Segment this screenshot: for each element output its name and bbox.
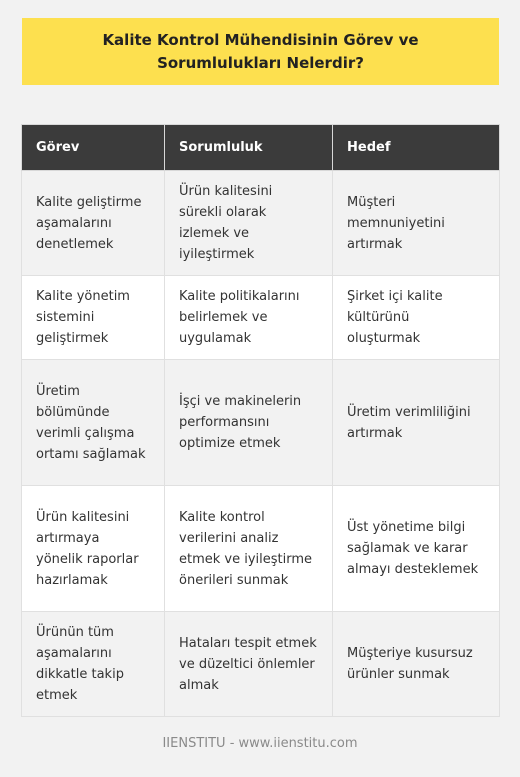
cell-sorumluluk: Kalite politikalarını belirlemek ve uygulamak	[165, 276, 333, 360]
table-row	[22, 486, 500, 612]
table-row	[22, 360, 500, 486]
cell-gorev: Ürünün tüm aşamalarını dikkatle takip etmek	[22, 612, 165, 717]
cell-sorumluluk: Hataları tespit etmek ve düzeltici önlemler almak	[165, 612, 333, 717]
cell-gorev: Kalite geliştirme aşamalarını denetlemek	[22, 171, 165, 276]
footer-credit: IIENSTITU - www.iienstitu.com	[162, 736, 358, 751]
cell-sorumluluk: İşçi ve makinelerin performansını optimize etmek	[165, 360, 333, 486]
table-row	[22, 276, 500, 360]
cell-hedef: Şirket içi kalite kültürünü oluşturmak	[333, 276, 500, 360]
cell-hedef: Müşteriye kusursuz ürünler sunmak	[333, 612, 500, 717]
header-gorev: Görev	[22, 125, 165, 171]
header-sorumluluk: Sorumluluk	[165, 125, 333, 171]
header-hedef: Hedef	[333, 125, 500, 171]
title-banner	[22, 18, 499, 85]
table-row	[22, 612, 500, 717]
cell-hedef: Üretim verimliliğini artırmak	[333, 360, 500, 486]
cell-hedef: Üst yönetime bilgi sağlamak ve karar almayı desteklemek	[333, 486, 500, 612]
cell-gorev: Üretim bölümünde verimli çalışma ortamı sağlamak	[22, 360, 165, 486]
cell-sorumluluk: Ürün kalitesini sürekli olarak izlemek ve iyileştirmek	[165, 171, 333, 276]
cell-gorev: Kalite yönetim sistemini geliştirmek	[22, 276, 165, 360]
cell-gorev: Ürün kalitesini artırmaya yönelik raporlar hazırlamak	[22, 486, 165, 612]
page-title: Kalite Kontrol Mühendisinin Görev ve Sorumlulukları Nelerdir?	[102, 30, 419, 72]
cell-hedef: Müşteri memnuniyetini artırmak	[333, 171, 500, 276]
table-row	[22, 171, 500, 276]
cell-sorumluluk: Kalite kontrol verilerini analiz etmek ve iyileştirme önerileri sunmak	[165, 486, 333, 612]
responsibilities-table	[21, 124, 500, 717]
table-header-row	[22, 125, 500, 171]
